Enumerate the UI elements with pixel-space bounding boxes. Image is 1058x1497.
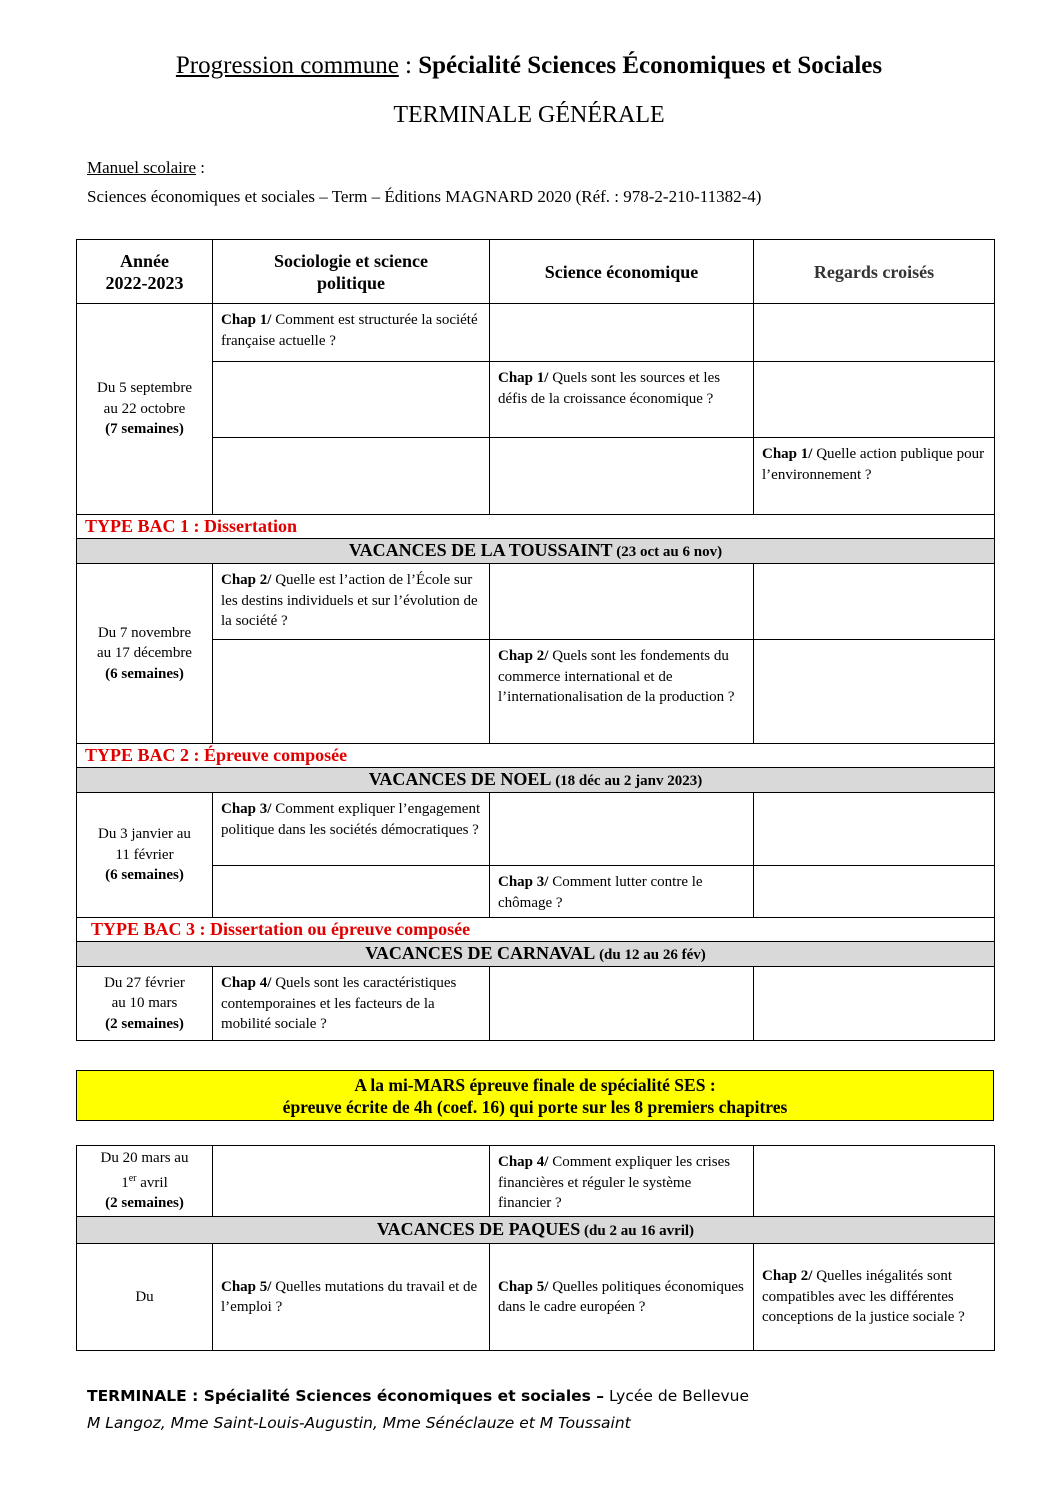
banner-line1: A la mi-MARS épreuve finale de spécialité SES : (354, 1074, 716, 1095)
empty-cell (754, 304, 995, 362)
col-header-socio: Sociologie et science politique (213, 240, 490, 304)
empty-cell (213, 866, 490, 918)
footer-school-line: TERMINALE : Spécialité Sciences économiques et sociales – Lycée de Bellevue (87, 1387, 750, 1405)
table-row (77, 967, 995, 1041)
banner-line2: épreuve écrite de 4h (coef. 16) qui porte sur les 8 premiers chapitres (282, 1096, 788, 1117)
empty-cell (754, 1146, 995, 1217)
empty-cell (490, 438, 754, 515)
page-title (0, 52, 1058, 80)
chapter-cell: Chap 5/ Quelles mutations du travail et de l’emploi ? (213, 1244, 490, 1351)
col-header-regards: Regards croisés (754, 240, 995, 304)
manuel-colon: : (196, 158, 206, 177)
period-cell: Du (77, 1244, 213, 1351)
progression-table-2 (76, 1145, 995, 1351)
manuel-label: Manuel scolaire (87, 158, 197, 177)
period-cell: Du 27 février au 10 mars (2 semaines) (77, 967, 213, 1041)
table-row (77, 304, 995, 362)
type-bac-label: TYPE BAC 2 : Épreuve composée (77, 744, 995, 768)
empty-cell (213, 640, 490, 744)
chapter-cell: Chap 3/ Comment expliquer l’engagement politique dans les sociétés démocratiques ? (213, 793, 490, 866)
table-row (77, 362, 995, 438)
chapter-cell: Chap 1/ Quelle action publique pour l’environnement ? (754, 438, 995, 515)
title-prefix: Progression commune (175, 52, 399, 79)
table-row (77, 640, 995, 744)
empty-cell (754, 362, 995, 438)
empty-cell (213, 362, 490, 438)
title-separator: : (398, 52, 419, 79)
chapter-cell: Chap 2/ Quelle est l’action de l’École sur les destins individuels et sur l’évolution de la société ? (213, 564, 490, 640)
col-header-eco: Science économique (490, 240, 754, 304)
table-row (77, 564, 995, 640)
period-cell: Du 3 janvier au 11 février (6 semaines) (77, 793, 213, 918)
footer-teachers-line: M Langoz, Mme Saint-Louis-Augustin, Mme Sénéclauze et M Toussaint (87, 1414, 631, 1432)
empty-cell (490, 304, 754, 362)
table-row (77, 1146, 995, 1217)
title-main: Spécialité Sciences Économiques et Sociales (418, 52, 883, 79)
table-header-row (77, 240, 995, 304)
vacances-row (77, 539, 995, 564)
type-bac-row (77, 918, 995, 942)
empty-cell (213, 438, 490, 515)
manuel-block (87, 153, 761, 211)
manuel-reference: Sciences économiques et sociales – Term – Éditions MAGNARD 2020 (Réf. : 978-2-210-11382-4) (87, 187, 762, 206)
chapter-cell: Chap 1/ Quels sont les sources et les défis de la croissance économique ? (490, 362, 754, 438)
type-bac-row (77, 744, 995, 768)
empty-cell (213, 1146, 490, 1217)
chapter-cell: Chap 4/ Comment expliquer les crises financières et réguler le système financier ? (490, 1146, 754, 1217)
chapter-cell: Chap 1/ Comment est structurée la société française actuelle ? (213, 304, 490, 362)
vacances-row (77, 1217, 995, 1244)
vacances-label: VACANCES DE LA TOUSSAINT (23 oct au 6 nov) (77, 539, 995, 564)
table-row (77, 1244, 995, 1351)
table-row (77, 793, 995, 866)
period-cell: Du 20 mars au 1er avril (2 semaines) (77, 1146, 213, 1217)
table-row (77, 438, 995, 515)
col-header-annee: Année 2022-2023 (77, 240, 213, 304)
page-subtitle: TERMINALE GÉNÉRALE (393, 102, 665, 128)
vacances-label: VACANCES DE PAQUES (du 2 au 16 avril) (77, 1217, 995, 1244)
empty-cell (754, 640, 995, 744)
type-bac-label: TYPE BAC 3 : Dissertation ou épreuve composée (77, 918, 995, 942)
vacances-row (77, 768, 995, 793)
vacances-label: VACANCES DE NOEL (18 déc au 2 janv 2023) (77, 768, 995, 793)
progression-table (76, 239, 995, 1041)
empty-cell (754, 866, 995, 918)
chapter-cell: Chap 5/ Quelles politiques économiques dans le cadre européen ? (490, 1244, 754, 1351)
empty-cell (754, 967, 995, 1041)
chapter-cell: Chap 2/ Quelles inégalités sont compatibles avec les différentes conceptions de la justice sociale ? (754, 1244, 995, 1351)
final-exam-banner (76, 1070, 994, 1121)
empty-cell (490, 967, 754, 1041)
table-row (77, 866, 995, 918)
empty-cell (754, 793, 995, 866)
empty-cell (490, 793, 754, 866)
type-bac-label: TYPE BAC 1 : Dissertation (77, 515, 995, 539)
empty-cell (754, 564, 995, 640)
type-bac-row (77, 515, 995, 539)
chapter-cell: Chap 4/ Quels sont les caractéristiques contemporaines et les facteurs de la mobilité sociale ? (213, 967, 490, 1041)
vacances-row (77, 942, 995, 967)
vacances-label: VACANCES DE CARNAVAL (du 12 au 26 fév) (77, 942, 995, 967)
chapter-cell: Chap 3/ Comment lutter contre le chômage ? (490, 866, 754, 918)
empty-cell (490, 564, 754, 640)
chapter-cell: Chap 2/ Quels sont les fondements du commerce international et de l’internationalisation de la production ? (490, 640, 754, 744)
period-cell: Du 5 septembre au 22 octobre (7 semaines) (77, 304, 213, 515)
period-cell: Du 7 novembre au 17 décembre (6 semaines) (77, 564, 213, 744)
